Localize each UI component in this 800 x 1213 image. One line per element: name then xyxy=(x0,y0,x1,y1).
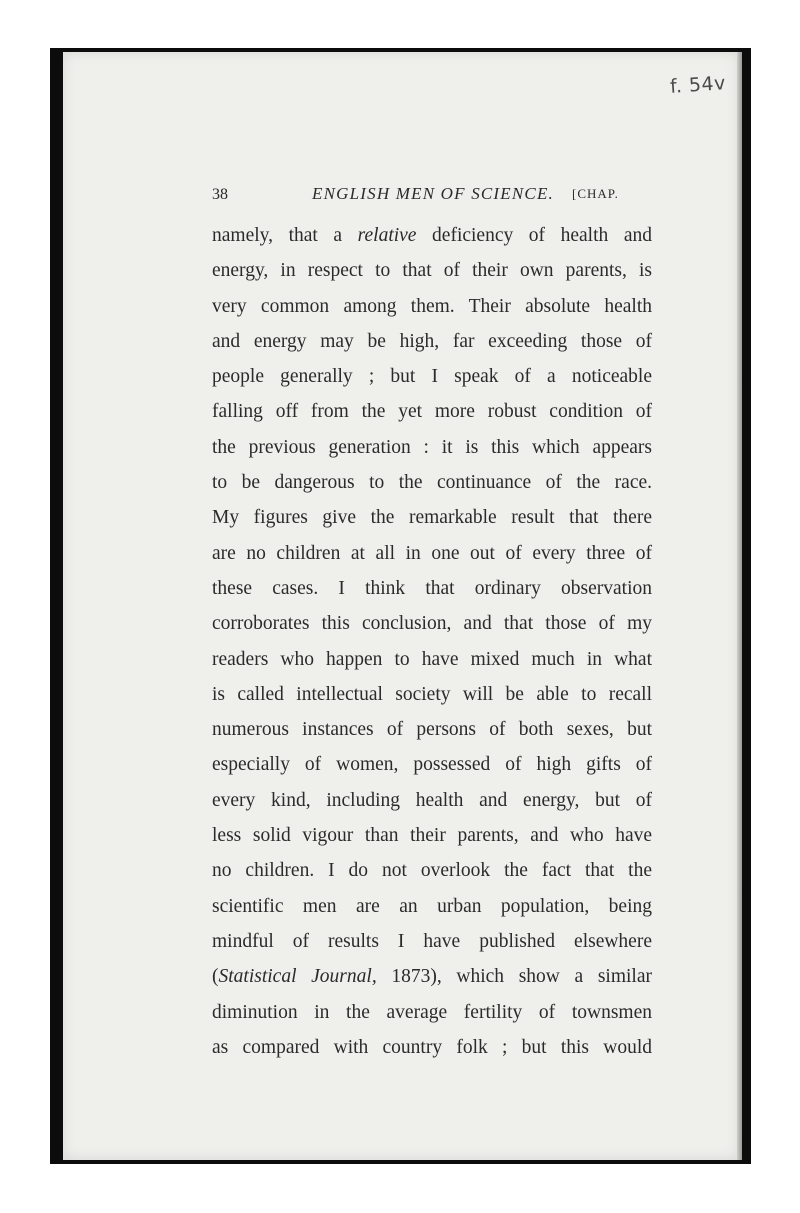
text-line: to be dangerous to the continuance of the race. xyxy=(212,472,652,494)
page-edge xyxy=(737,52,742,1160)
text-line: corroborates this conclusion, and that those of my xyxy=(212,613,652,635)
text-run: ( xyxy=(212,966,219,988)
italic-run: relative xyxy=(357,225,417,246)
text-line xyxy=(212,959,652,994)
text-line: numerous instances of persons of both sexes, but xyxy=(212,719,652,741)
text-run: namely, that a xyxy=(212,225,358,246)
text-line: energy, in respect to that of their own parents, is xyxy=(212,260,652,282)
text-line: is called intellectual society will be able to recall xyxy=(212,683,652,705)
text-run: 1873), which show a similar xyxy=(376,966,652,988)
text-run: deficiency of health and xyxy=(416,225,652,246)
text-line: falling off from the yet more robust condition of xyxy=(212,401,652,423)
italic-run: Statistical Journal, xyxy=(218,966,377,988)
text-line: less solid vigour than their parents, and who have xyxy=(212,825,652,847)
text-line: the previous generation : it is this which appears xyxy=(212,436,652,458)
text-line: mindful of results I have published elsewhere xyxy=(212,930,652,952)
text-line: especially of women, possessed of high gifts of xyxy=(212,754,652,776)
running-head xyxy=(212,184,652,214)
text-line xyxy=(212,218,652,253)
text-line: no children. I do not overlook the fact that the xyxy=(212,860,652,882)
text-line: and energy may be high, far exceeding those of xyxy=(212,330,652,352)
body-text xyxy=(212,218,652,1065)
text-line: readers who happen to have mixed much in what xyxy=(212,648,652,670)
text-line: very common among them. Their absolute health xyxy=(212,295,652,317)
text-line: as compared with country folk ; but this would xyxy=(212,1036,652,1058)
text-line: My figures give the remarkable result that there xyxy=(212,507,652,529)
chapter-label: [CHAP. xyxy=(572,186,619,201)
text-line: these cases. I think that ordinary observation xyxy=(212,577,652,599)
text-line: diminution in the average fertility of townsmen xyxy=(212,1001,652,1023)
text-line: every kind, including health and energy, but of xyxy=(212,789,652,811)
text-line: scientific men are an urban population, being xyxy=(212,895,652,917)
text-line: people generally ; but I speak of a noticeable xyxy=(212,366,652,388)
running-head-title: ENGLISH MEN OF SCIENCE. xyxy=(312,184,554,203)
handwritten-folio-note: f. 54v xyxy=(669,72,727,98)
text-line: are no children at all in one out of every three of xyxy=(212,542,652,564)
page-number: 38 xyxy=(212,186,228,203)
